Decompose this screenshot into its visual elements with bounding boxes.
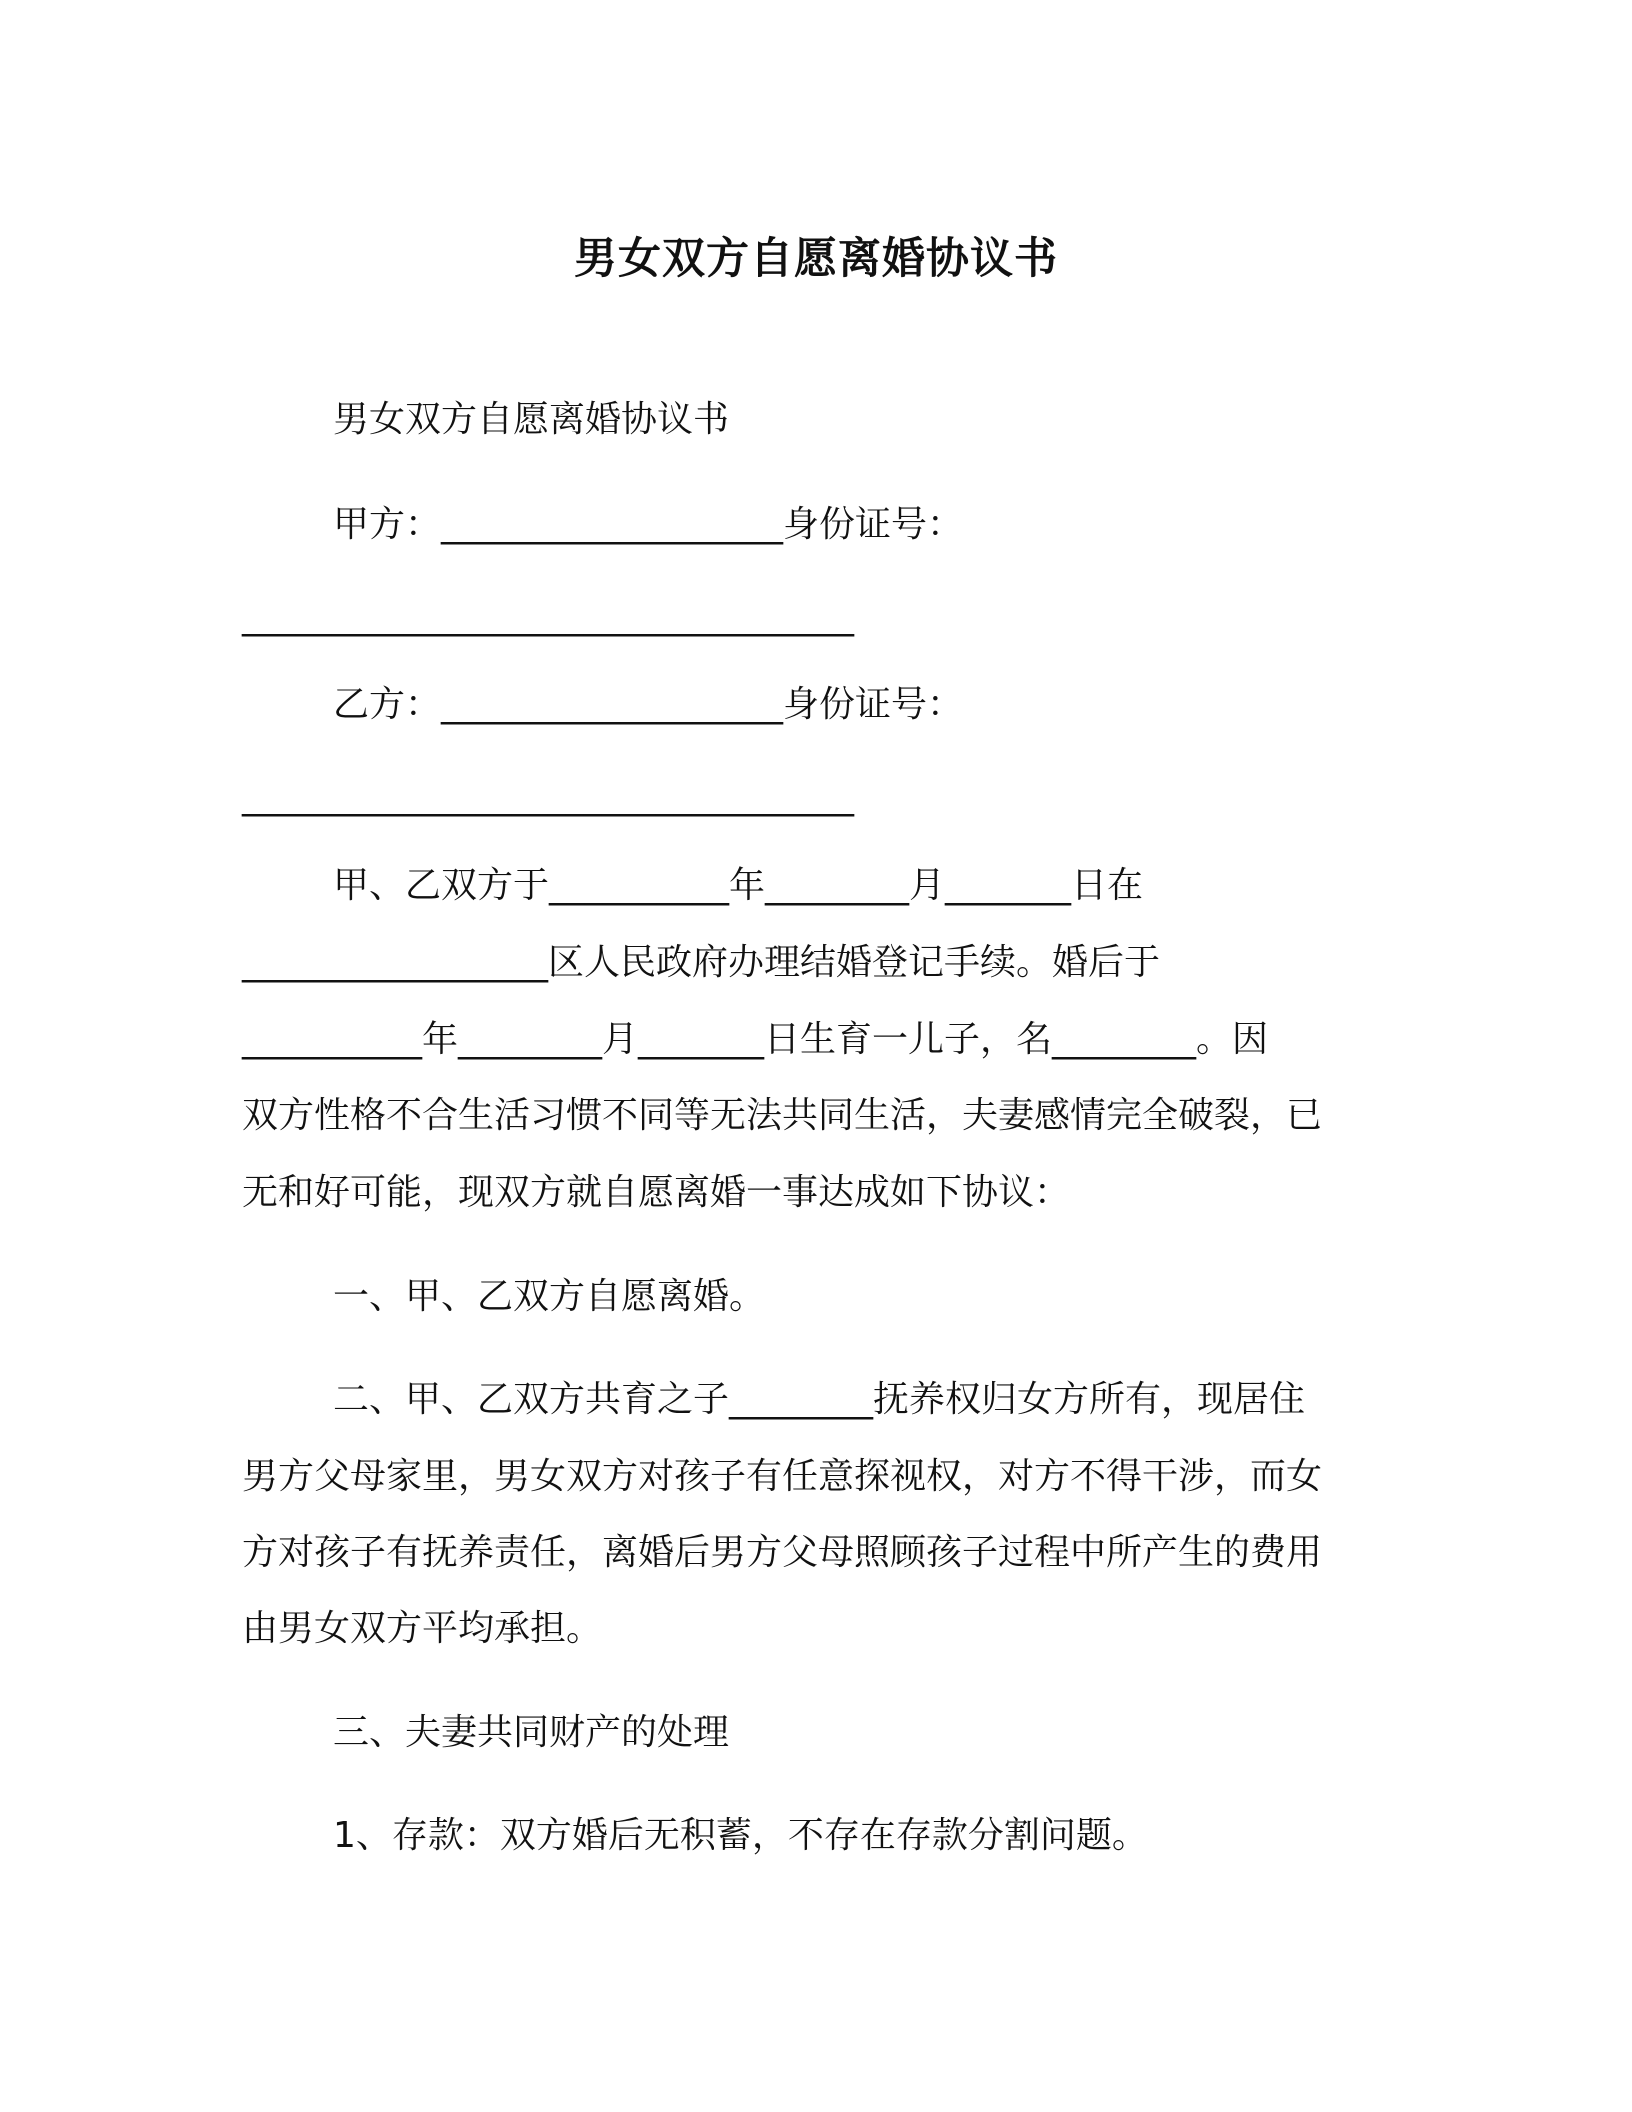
clause-2-line: 方对孩子有抚养责任，离婚后男方父母照顾孩子过程中所产生的费用 [242, 1532, 1323, 1573]
party-a-line: 甲方：___________________身份证号： [333, 504, 964, 545]
paragraph-line: _________________区人民政府办理结婚登记手续。婚后于 [242, 942, 1161, 983]
paragraph-line: 无和好可能，现双方就自愿离婚一事达成如下协议： [242, 1172, 1071, 1213]
paragraph-line: 甲、乙双方于__________年________月_______日在 [333, 865, 1144, 906]
party-b-id-blank: __________________________________ [242, 776, 854, 817]
clause-3-heading: 三、夫妻共同财产的处理 [333, 1712, 730, 1753]
document-title: 男女双方自愿离婚协议书 [574, 234, 1058, 284]
clause-2-line: 由男女双方平均承担。 [242, 1608, 603, 1649]
paragraph-line: 双方性格不合生活习惯不同等无法共同生活，夫妻感情完全破裂，已 [242, 1095, 1323, 1136]
clause-2-line: 男方父母家里，男女双方对孩子有任意探视权，对方不得干涉，而女 [242, 1456, 1323, 1497]
party-b-line: 乙方：___________________身份证号： [333, 684, 964, 725]
clause-3-item-1: 1、存款：双方婚后无积蓄，不存在存款分割问题。 [333, 1815, 1148, 1856]
paragraph-line: __________年________月_______日生育一儿子，名________。因 [242, 1019, 1269, 1060]
subtitle-line: 男女双方自愿离婚协议书 [333, 399, 730, 440]
clause-2-line: 二、甲、乙双方共育之子________抚养权归女方所有，现居住 [333, 1379, 1306, 1420]
clause-1: 一、甲、乙双方自愿离婚。 [333, 1276, 766, 1317]
party-a-id-blank: __________________________________ [242, 596, 854, 637]
